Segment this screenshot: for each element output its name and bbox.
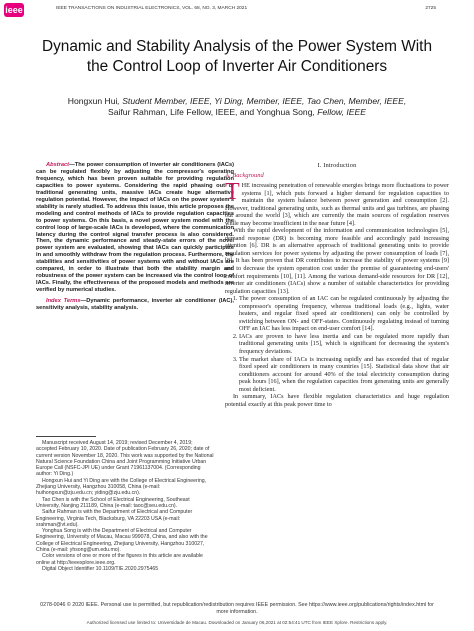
right-column	[213, 162, 449, 408]
footnotes	[36, 440, 214, 572]
download-notice: Authorized licensed use limited to: Universidade de Macau. Downloaded on January 06,2021 at 02:54:41 UTC from IEEE Xplore. Restrictions apply.	[86, 620, 388, 625]
drop-cap: T	[225, 179, 240, 205]
author-role-2: , Member, IEEE, Tao Chen	[241, 96, 344, 106]
subsection-heading: A. Background	[225, 172, 264, 179]
author-line-1	[36, 96, 438, 107]
page-number: 2725	[425, 6, 436, 11]
page-header	[0, 0, 474, 20]
author-role-3: , Member, IEEE,	[343, 96, 407, 106]
index-terms	[36, 298, 234, 312]
index-terms-text: —Dynamic performance, inverter air conditioner (IAC), sensitivity analysis, stability analysis.	[36, 298, 234, 312]
intro-paragraph-1-text: HE increasing penetration of renewable energies brings more fluctuations to power systems [1], which puts forward a higher demand for regulation capacities to maintain the system balance between power generation and consumption [2]. However, traditional generating units, such as thermal units and gas turbines, are phasing out around the world [3], which are currently the main sources of regulation reserves while may become insufficient in the near future [4].	[225, 182, 449, 227]
index-terms-lead: Index Terms	[46, 298, 81, 305]
footnote-affiliation-2: Tao Chen is with the School of Electrical Engineering, Southeast University, Nanjing 211189, China (e-mail: taoc@seu.edu.cn).	[36, 496, 190, 509]
footnote-affiliation-1: Hongxun Hui and Yi Ding are with the College of Electrical Engineering, Zhejiang University, Hangzhou 310058, China (e-mail: huihongxun@zju.edu.cn; yiding@zju.edu.cn).	[36, 477, 207, 497]
footnote-affiliation-3: Saifur Rahman is with the Department of Electrical and Computer Engineering, Virginia Tech, Blacksburg, VA 22203 USA (e-mail: srahman@vt.edu).	[36, 509, 193, 528]
copyright-notice: 0278-0046 © 2020 IEEE. Personal use is permitted, but republication/redistribution requires IEEE permission. See https://www.ieee.org/publications/rights/index.html for more information.	[40, 602, 434, 615]
list-item: 1. The power consumption of an IAC can be regulated continuously by adjusting the compressor's operating frequency, whereas traditional loads (e.g., lights, water heaters, and regular fixed speed air conditioners) can only be controlled by switching between ON- and OFF-states. Continuously regulating instead of turning OFF an IAC has less impact on end-user comfort [14].	[239, 295, 449, 333]
abstract-lead: Abstract	[46, 162, 70, 168]
list-item: 2. IACs are proven to have less inertia and can be regulated more rapidly than traditional generating units [15], which is significant for decreasing the system's frequency deviations.	[239, 333, 449, 356]
author-role-1: , Student Member, IEEE, Yi Ding	[117, 96, 242, 106]
characteristics-list	[225, 295, 449, 393]
abstract-text: —The power consumption of inverter air conditioners (IACs) can be regulated flexibly by adjusting the compressor's operating frequency, which has been proven suitable for providing regulation capacities to power systems. Considering the rapid phasing out of traditional generating units, massive IACs create huge alternative regulation potential. However, the impact of IACs on the power system's stability is rarely studied. To address this issue, this article proposes the modeling and control methods of IACs to provide regulation capacities to power systems. On this basis, a novel power system model with the control loop of large-scale IACs is developed, where the communication latency during the control signal transfer process is also considered. Then, the dynamic performance and steady-state errors of the novel power system are evaluated, showing that IACs can quickly participate in and smoothly withdraw from the regulation process. Furthermore, the stabilities and sensitivities of power systems with and without IACs are compared, in order to illustrate that both the stability margin and robustness of the power system can be increased via the control loop of IACs. Finally, the effectiveness of the proposed models and methods are verified by numerical studies.	[36, 162, 234, 294]
intro-paragraph-1	[225, 179, 449, 227]
list-item: 3. The market share of IACs is increasing rapidly and has exceeded that of regular fixed speed air conditioners in many countries [15]. Statistical data show that air conditioners account for around 40% of the total electricity consumption during peak hours [16], when the regulation capacities from generating units are generally most deficient.	[239, 356, 449, 394]
footnote-doi: Digital Object Identifier 10.1109/TIE.2020.2975465	[42, 565, 159, 572]
paper-title: Dynamic and Stability Analysis of the Power System With the Control Loop of Inverter Air Conditioners	[41, 38, 433, 75]
author-role-4: , Fellow, IEEE	[312, 107, 366, 118]
journal-running-head: IEEE TRANSACTIONS ON INDUSTRIAL ELECTRONICS, VOL. 68, NO. 3, MARCH 2021	[56, 6, 248, 11]
left-column	[36, 162, 234, 312]
footnote-affiliation-4: Yonghua Song is with the Department of Electrical and Computer Engineering, University of Macau, Macau 999078, China, and also with the College of Electrical Engineering, Zhejiang University, Hangzhou 310027, China (e-mail: yhsong@um.edu.mo).	[36, 528, 208, 554]
ieee-logo-text: ieee	[5, 5, 23, 15]
intro-paragraph-3: In summary, IACs have flexible regulation characteristics and huge regulation potential exactly at this peak power time to	[225, 393, 449, 408]
abstract	[36, 162, 234, 294]
footnote-divider	[36, 436, 96, 437]
footnote-color-versions: Color versions of one or more of the figures in this article are available online at http://ieeexplore.ieee.org.	[36, 553, 203, 566]
author-names-2: Saifur Rahman, Life Fellow, IEEE, and Yonghua Song	[108, 107, 313, 118]
author-list	[36, 96, 438, 118]
right-column-inner	[225, 162, 449, 408]
author-names-1: Hongxun Hui	[67, 96, 118, 106]
intro-paragraph-2: With the rapid development of the information and communication technologies [5], demand response (DR) is becoming more feasible and accordingly paid increasing attention [6]. DR is an alternative approach of traditional generating units to provide regulation services for power systems by adjusting the power consumption of loads [7], [8]. It has been proven that DR contributes to increase the stability of power systems [9] and to decrease the system operation cost under the premise of guaranteeing end-users' comfort requirements [10], [11]. Among the various demand-side resources for DR [12], inverter air conditioners (IACs) show a number of suitable characteristics for providing regulation capacities [13].	[225, 227, 449, 295]
footnote-manuscript: Manuscript received August 14, 2019; revised December 4, 2019; accepted February 10, 2020. Date of publication February 26, 2020; date of current version November 18, 2020. This work was supported by the National Natural Science Foundation China and Joint Programming Initiative Urban Europe Call (NSFC-JPI UE) under Grant 71961137004. (Corresponding author: Yi Ding.)	[36, 440, 214, 478]
section-heading: I. Introduction	[317, 162, 357, 169]
author-line-2	[36, 107, 438, 118]
